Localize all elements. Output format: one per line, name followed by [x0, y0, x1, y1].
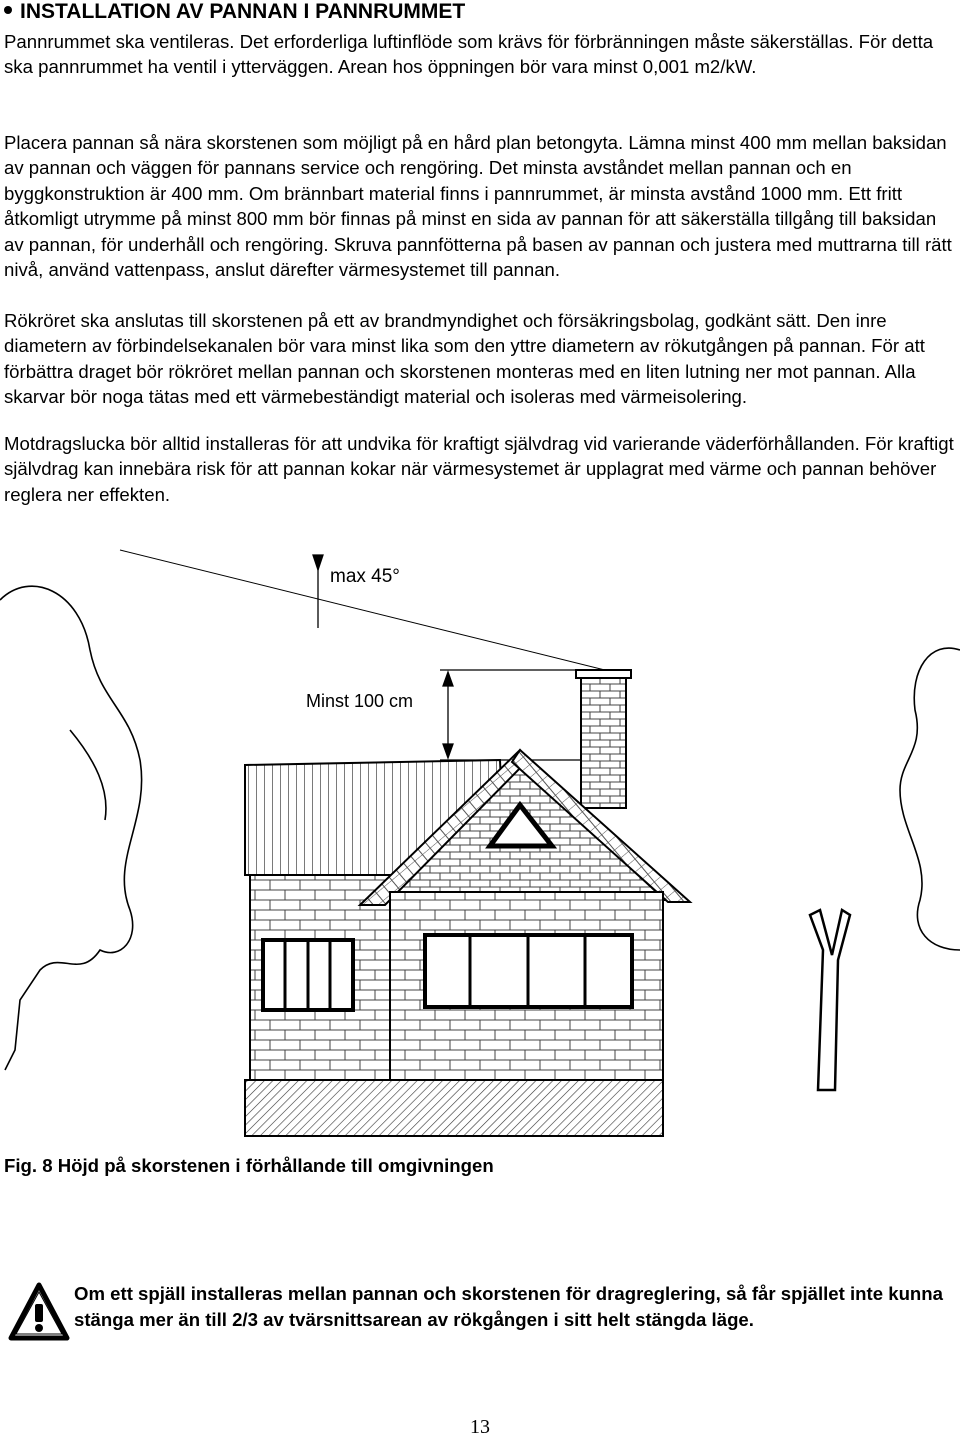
paragraph-flue [4, 308, 959, 410]
paragraph-draft-text: Motdragslucka bör alltid installeras för att undvika för kraftigt självdrag vid varierande väderförhållanden. För kraftigt självdrag kan innebära risk för att pannan kokar när värmesystemet är upplagrat med värme och pannan behöver reglera ner effekten. [4, 433, 954, 505]
tree-right [810, 648, 960, 1090]
bullet-icon [4, 6, 12, 14]
section-heading-text: INSTALLATION AV PANNAN I PANNRUMMET [20, 0, 466, 23]
foundation [245, 1080, 663, 1136]
paragraph-flue-text: Rökröret ska anslutas till skorstenen på ett av brandmyndighet och försäkringsbolag, godkänt sätt. Den inre diametern av förbindelsekanalen bör vara minst lika som den yttre diametern av rökutgången på pannan. För att förbättra draget bör rökröret mellan pannan och skorstenen monteras med en liten lutning ner mot pannan. Alla skarvar bör noga tätas med ett värmebeständigt material och isoleras med värmeisolering. [4, 310, 925, 408]
section-heading [4, 0, 465, 24]
warning-text: Om ett spjäll installeras mellan pannan och skorstenen för dragreglering, så får spjället inte kunna stänga mer än till 2/3 av tvärsnittsarean av rökgången i sitt helt stängda läge. [74, 1283, 943, 1330]
tree-left [0, 586, 142, 1070]
page-number: 13 [470, 1416, 490, 1438]
paragraph-placement [4, 130, 959, 282]
paragraph-draft [4, 431, 959, 507]
paragraph-ventilation-text: Pannrummet ska ventileras. Det erforderliga luftinflöde som krävs för förbränningen måste säkerställas. För detta ska pannrummet ha ventil i ytterväggen. Arean hos öppningen bör vara minst 0,001 m2/kW. [4, 31, 934, 78]
warning-triangle-icon [8, 1282, 70, 1342]
chimney-height-diagram [0, 530, 960, 1150]
height-dimension [440, 670, 590, 760]
right-window [425, 935, 632, 1007]
chimney [576, 670, 631, 808]
paragraph-ventilation [4, 29, 959, 80]
figure-caption: Fig. 8 Höjd på skorstenen i förhållande till omgivningen [4, 1155, 494, 1176]
height-label: Minst 100 cm [306, 691, 414, 711]
angle-label: max 45° [330, 566, 400, 587]
angle-arrow [313, 555, 323, 628]
left-window [263, 940, 353, 1010]
paragraph-placement-text: Placera pannan så nära skorstenen som möjligt på en hård plan betongyta. Lämna minst 400 mm mellan baksidan av pannan och väggen för pannans service och rengöring. Det minsta avståndet mellan pannan och en byggkonstruktion är 400 mm. Om brännbart material finns i pannrummet, är minsta avstånd 1000 mm. Ett fritt åtkomligt utrymme på minst 800 mm bör finnas på minst en sida av pannan för att säkerställa tillgång till baksidan av pannan, för underhåll och rengöring. Skruva pannfötterna på basen av pannan och justera med muttrarna till rätt nivå, använd vattenpass, anslut därefter värmesystemet till pannan. [4, 132, 952, 281]
